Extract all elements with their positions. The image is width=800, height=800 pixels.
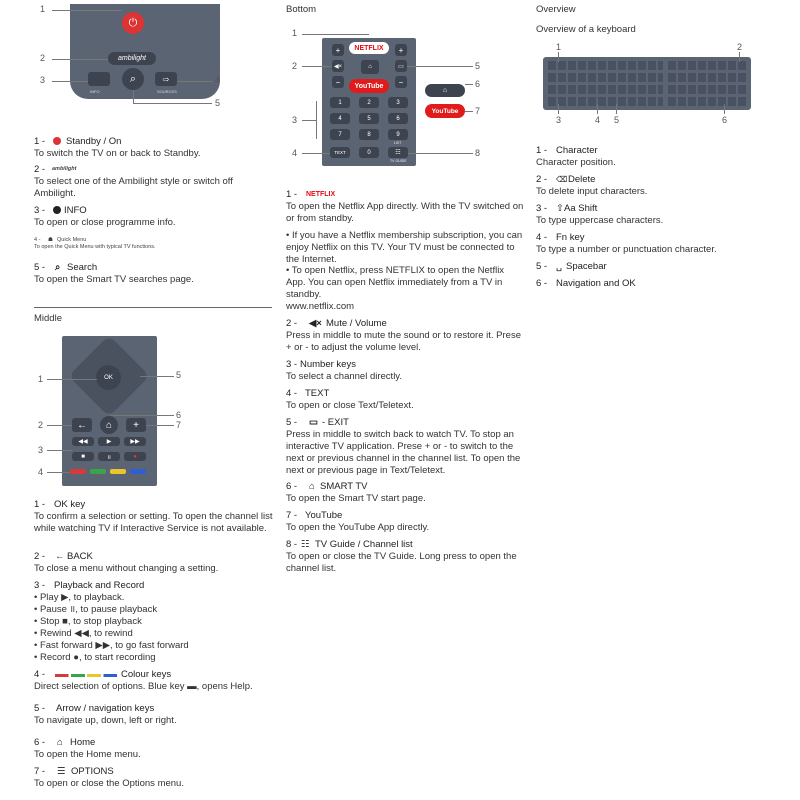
netflix-logo: NETFLIX <box>354 44 384 52</box>
middle-item-3-title: Playback and Record <box>54 580 145 591</box>
middle-item-5-num: 5 - <box>34 703 46 714</box>
overview-item-6-num: 6 - <box>536 278 548 289</box>
stop-button[interactable] <box>72 452 94 461</box>
home-icon: ⌂ <box>105 419 113 431</box>
digit-6-button[interactable]: 6 <box>388 113 408 124</box>
youtube-button[interactable]: YouTube <box>349 79 389 93</box>
bottom-item-8-title: TV Guide / Channel list <box>315 539 413 550</box>
top-remote-figure <box>30 0 230 110</box>
overview-item-6-title: Navigation and OK <box>556 278 636 289</box>
top-callout-line-4 <box>177 81 212 82</box>
back-arrow-icon: ← <box>77 419 87 431</box>
top-item-1-title: Standby / On <box>66 136 122 147</box>
bottom-item-7-title: YouTube <box>305 510 343 521</box>
mute-button[interactable] <box>332 60 344 72</box>
overview-item-1-title: Character <box>556 145 598 156</box>
digit-2-button[interactable]: 2 <box>359 97 379 108</box>
middle-item-1-title: OK key <box>54 499 86 510</box>
green-key[interactable] <box>90 469 106 474</box>
top-item-5-desc: To open the Smart TV searches page. <box>34 274 194 285</box>
smart-tv-side-icon: ⌂ <box>442 87 448 94</box>
bottom-item-2-desc: Press in middle to mute the sound or to restore it. Prese + or - to adjust the volume level. <box>286 330 521 353</box>
exit-small-icon: ▭ <box>309 417 318 428</box>
bottom-callout-line-8 <box>408 153 473 154</box>
bottom-callout-8: 8 <box>475 148 481 158</box>
search-button[interactable] <box>122 68 144 90</box>
overview-item-4-num: 4 - <box>536 232 548 243</box>
middle-item-4-title: Colour keys <box>121 669 172 680</box>
middle-item-2-num: 2 - <box>34 551 46 562</box>
quick-menu-icon: ☗ <box>48 237 53 243</box>
shift-icon: ⇧ <box>556 203 564 214</box>
middle-item-6-num: 6 - <box>34 737 46 748</box>
bottom-callout-3: 3 <box>292 115 298 125</box>
top-callout-5: 5 <box>215 98 221 108</box>
overview-subheading: Overview of a keyboard <box>536 24 636 35</box>
standby-button[interactable] <box>122 12 144 34</box>
playback-line-6: • Record ●, to start recording <box>34 652 156 663</box>
overview-item-4-title: Fn key <box>556 232 585 243</box>
top-callout-2: 2 <box>40 53 46 63</box>
netflix-url: www.netflix.com <box>286 301 355 312</box>
bottom-item-3-desc: To select a channel directly. <box>286 371 402 382</box>
middle-item-7-num: 7 - <box>34 766 46 777</box>
bottom-item-5-desc: Press in middle to switch back to watch TV. To stop an interactive TV application. Prese + or - to switch to the next or previous channel in the channel list. To open the next or previous page in Text/Teletext. <box>286 429 521 476</box>
top-callout-line-5v <box>133 90 134 103</box>
list-label: LIST <box>394 141 402 145</box>
mute-small-icon: ◀× <box>309 318 322 329</box>
bottom-item-4-num: 4 - <box>286 388 298 399</box>
power-icon: ⏻ <box>128 16 138 29</box>
middle-item-1-desc: To confirm a selection or setting. To open the channel list while watching TV if Interactive Service is not available. <box>34 511 273 534</box>
plus-icon: + <box>133 419 139 431</box>
info-button[interactable] <box>88 72 110 86</box>
sources-icon: ⇨ <box>162 74 170 84</box>
colour-keys-icon <box>55 674 117 677</box>
top-item-2-title: ambilight <box>52 166 77 172</box>
playback-line-5: • Fast forward ▶▶, to go fast forward <box>34 640 189 651</box>
middle-callout-1: 1 <box>38 374 44 384</box>
exit-icon: ▭ <box>398 63 404 70</box>
middle-item-7-desc: To open or close the Options menu. <box>34 778 184 789</box>
netflix-button[interactable] <box>349 42 389 54</box>
top-item-5-num: 5 - <box>34 262 46 273</box>
top-callout-line-1 <box>52 10 122 11</box>
sources-label: SOURCES <box>157 89 177 94</box>
pause-button[interactable] <box>98 452 120 461</box>
bottom-callout-4: 4 <box>292 148 298 158</box>
stop-icon: ■ <box>81 453 85 460</box>
back-button[interactable] <box>72 418 92 432</box>
overview-item-3-desc: To type uppercase characters. <box>536 215 664 226</box>
digit-3-button[interactable]: 3 <box>388 97 408 108</box>
top-callout-line-3 <box>52 81 88 82</box>
red-key[interactable] <box>70 469 86 474</box>
overview-callout-4: 4 <box>595 115 601 125</box>
record-button[interactable] <box>124 452 146 461</box>
smart-tv-small-icon: ⌂ <box>309 481 315 492</box>
mute-icon: ◀× <box>333 63 343 70</box>
keyboard-rows-overlay <box>548 61 746 106</box>
middle-item-7-title: OPTIONS <box>71 766 114 777</box>
overview-callout-2: 2 <box>737 42 743 52</box>
playback-line-2: • Pause ॥, to pause playback <box>34 604 158 615</box>
overview-callout-line-5 <box>616 104 617 114</box>
bottom-item-8-desc: To open or close the TV Guide. Long press to open the channel list. <box>286 551 517 574</box>
section-divider <box>34 307 272 308</box>
middle-callout-5: 5 <box>176 370 182 380</box>
exit-button[interactable] <box>395 60 407 72</box>
search-small-icon: ⌕ <box>55 262 61 273</box>
bottom-item-2-num: 2 - <box>286 318 298 329</box>
bottom-callout-line-7 <box>465 111 473 112</box>
delete-icon: ⌫ <box>556 175 568 184</box>
overview-callout-6: 6 <box>722 115 728 125</box>
middle-item-5-title: Arrow / navigation keys <box>56 703 155 714</box>
bottom-callout-7: 7 <box>475 106 481 116</box>
overview-item-1-desc: Character position. <box>536 157 616 168</box>
bottom-callout-line-4 <box>302 153 330 154</box>
rewind-button[interactable] <box>72 437 94 446</box>
play-button[interactable] <box>98 437 120 446</box>
record-icon: ● <box>133 453 137 460</box>
bottom-callout-5: 5 <box>475 61 481 71</box>
spacebar-icon: ␣ <box>556 261 563 272</box>
info-small-icon <box>53 206 61 214</box>
top-item-5-title: Search <box>67 262 98 273</box>
smart-tv-side-button[interactable] <box>425 84 465 97</box>
bottom-callout-line-2 <box>302 66 332 67</box>
standby-small-icon <box>53 137 61 145</box>
playback-line-1: • Play ▶, to playback. <box>34 592 125 603</box>
yellow-key[interactable] <box>110 469 126 474</box>
overview-item-2-desc: To delete input characters. <box>536 186 648 197</box>
middle-callout-4: 4 <box>38 467 44 477</box>
bottom-callout-6: 6 <box>475 79 481 89</box>
bottom-callout-line-1 <box>302 34 369 35</box>
playback-line-4: • Rewind ◀◀, to rewind <box>34 628 133 639</box>
middle-callout-line-4 <box>47 472 70 473</box>
info-label: INFO <box>90 89 100 94</box>
bottom-item-8-num: 8 - <box>286 539 298 550</box>
middle-item-4-num: 4 - <box>34 669 46 680</box>
overview-item-2-num: 2 - <box>536 174 548 185</box>
top-item-4-num: 4 - <box>34 237 41 243</box>
overview-callout-5: 5 <box>614 115 620 125</box>
middle-callout-line-3 <box>47 450 72 451</box>
tv-guide-icon: ☷ <box>395 150 401 156</box>
bottom-callout-line-3v <box>316 101 317 139</box>
bottom-callout-line-3 <box>302 120 316 121</box>
overview-callout-line-3 <box>558 104 559 114</box>
overview-item-2-title: Delete <box>568 174 596 185</box>
top-item-2-desc: To select one of the Ambilight style or switch off Ambilight. <box>34 176 233 199</box>
middle-callout-6: 6 <box>176 410 182 420</box>
bottom-item-6-num: 6 - <box>286 481 298 492</box>
bottom-item-6-desc: To open the Smart TV start page. <box>286 493 426 504</box>
play-icon: ▶ <box>106 439 112 445</box>
digit-1-button[interactable]: 1 <box>330 97 350 108</box>
top-item-3-title: INFO <box>64 205 87 216</box>
bottom-heading: Bottom <box>286 4 317 15</box>
top-item-1-num: 1 - <box>34 136 46 147</box>
middle-callout-line-7 <box>146 425 174 426</box>
bottom-item-4-desc: To open or close Text/Teletext. <box>286 400 414 411</box>
top-callout-line-5 <box>133 103 212 104</box>
overview-callout-line-2 <box>739 52 740 62</box>
ambilight-button[interactable]: ambilight <box>108 52 156 65</box>
overview-item-3-title: Aa Shift <box>564 203 598 214</box>
bottom-item-3-num: 3 - <box>286 359 298 370</box>
middle-item-2-title: BACK <box>67 551 93 562</box>
digit-4-button[interactable]: 4 <box>330 113 350 124</box>
digit-0-button[interactable]: 0 <box>359 147 379 158</box>
bottom-item-6-title: SMART TV <box>320 481 368 492</box>
channel-up-button[interactable]: + <box>395 44 407 56</box>
youtube-side-button[interactable]: YouTube <box>425 104 465 118</box>
back-small-icon: ← <box>55 551 65 562</box>
channel-down-button[interactable]: − <box>395 76 407 88</box>
middle-callout-line-2 <box>47 425 72 426</box>
digit-7-button[interactable]: 7 <box>330 129 350 140</box>
text-button[interactable]: TEXT <box>330 147 350 158</box>
bottom-callout-line-5 <box>407 66 473 67</box>
overview-callout-line-6 <box>724 104 725 114</box>
middle-item-5-desc: To navigate up, down, left or right. <box>34 715 177 726</box>
overview-item-5-title: Spacebar <box>566 261 607 272</box>
rewind-icon: ◀◀ <box>78 439 88 445</box>
bottom-item-1-desc: To open the Netflix App directly. With the TV switched on or from standby. <box>286 201 524 224</box>
overview-item-4-desc: To type a number or punctuation character. <box>536 244 717 255</box>
smart-tv-button[interactable] <box>361 60 379 74</box>
bottom-item-1-num: 1 - <box>286 189 298 200</box>
middle-callout-line-5 <box>140 376 174 377</box>
overview-item-1-num: 1 - <box>536 145 548 156</box>
overview-callout-3: 3 <box>556 115 562 125</box>
sources-button[interactable] <box>155 72 177 86</box>
middle-callout-3: 3 <box>38 445 44 455</box>
middle-callout-2: 2 <box>38 420 44 430</box>
ok-button[interactable]: OK <box>96 365 121 390</box>
bottom-item-5-num: 5 - <box>286 417 298 428</box>
top-item-3-desc: To open or close programme info. <box>34 217 176 228</box>
overview-item-3-num: 3 - <box>536 203 548 214</box>
bottom-callout-2: 2 <box>292 61 298 71</box>
digit-5-button[interactable]: 5 <box>359 113 379 124</box>
top-item-4-desc: To open the Quick Menu with typical TV functions. <box>34 244 156 250</box>
pause-icon: ॥ <box>107 454 111 461</box>
middle-item-1-num: 1 - <box>34 499 46 510</box>
tv-guide-small-icon: ☷ <box>301 539 310 550</box>
overview-heading: Overview <box>536 4 576 15</box>
middle-item-6-title: Home <box>70 737 96 748</box>
middle-heading: Middle <box>34 313 62 324</box>
volume-up-button[interactable]: + <box>332 44 344 56</box>
middle-callout-line-1 <box>47 379 97 380</box>
overview-callout-1: 1 <box>556 42 562 52</box>
home-button[interactable] <box>100 416 118 434</box>
bottom-item-7-num: 7 - <box>286 510 298 521</box>
netflix-note-2: • To open Netflix, press NETFLIX to open the Netflix App. You can open Netflix immediately from a TV in standby. <box>286 265 505 300</box>
middle-callout-7: 7 <box>176 420 182 430</box>
digit-8-button[interactable]: 8 <box>359 129 379 140</box>
top-callout-1: 1 <box>40 4 46 14</box>
overview-item-5-num: 5 - <box>536 261 548 272</box>
top-item-1-desc: To switch the TV on or back to Standby. <box>34 148 201 159</box>
smart-tv-icon: ⌂ <box>368 64 372 70</box>
netflix-note-1: • If you have a Netflix membership subscription, you can enjoy Netflix on this TV. Your TV must be connected to the Internet. <box>286 230 523 265</box>
top-item-2-num: 2 - <box>34 164 46 175</box>
middle-item-6-desc: To open the Home menu. <box>34 749 141 760</box>
bottom-item-1-title: NETFLIX <box>306 191 336 198</box>
bottom-item-4-title: TEXT <box>305 388 330 399</box>
top-item-4-title: Quick Menu <box>57 237 87 243</box>
options-small-icon: ☰ <box>57 766 66 777</box>
bottom-item-7-desc: To open the YouTube App directly. <box>286 522 430 533</box>
top-item-3-num: 3 - <box>34 205 46 216</box>
bottom-item-3-title: Number keys <box>300 359 356 370</box>
tv-guide-label: TV GUIDE <box>390 159 407 163</box>
bottom-callout-line-6 <box>465 84 473 85</box>
middle-callout-line-6 <box>110 415 174 416</box>
blue-key[interactable] <box>130 469 146 474</box>
home-small-icon: ⌂ <box>57 737 63 748</box>
middle-item-2-desc: To close a menu without changing a setting. <box>34 563 219 574</box>
middle-item-3-num: 3 - <box>34 580 46 591</box>
fast-forward-button[interactable] <box>124 437 146 446</box>
top-callout-3: 3 <box>40 75 46 85</box>
digit-9-button[interactable]: 9 <box>388 129 408 140</box>
top-callout-4: 4 <box>215 75 221 85</box>
volume-down-button[interactable]: − <box>332 76 344 88</box>
search-icon: ⌕ <box>129 72 137 85</box>
bottom-item-2-title: Mute / Volume <box>326 318 387 329</box>
middle-item-4-desc: Direct selection of options. Blue key ▬, opens Help. <box>34 681 253 692</box>
bottom-item-5-title: - EXIT <box>322 417 349 428</box>
options-button[interactable] <box>126 418 146 432</box>
tv-guide-button[interactable] <box>388 147 408 158</box>
playback-line-3: • Stop ■, to stop playback <box>34 616 142 627</box>
bottom-callout-1: 1 <box>292 28 298 38</box>
overview-callout-line-4 <box>597 104 598 114</box>
top-callout-line-2 <box>52 59 108 60</box>
overview-callout-line-1 <box>558 52 559 62</box>
fast-forward-icon: ▶▶ <box>130 439 140 445</box>
